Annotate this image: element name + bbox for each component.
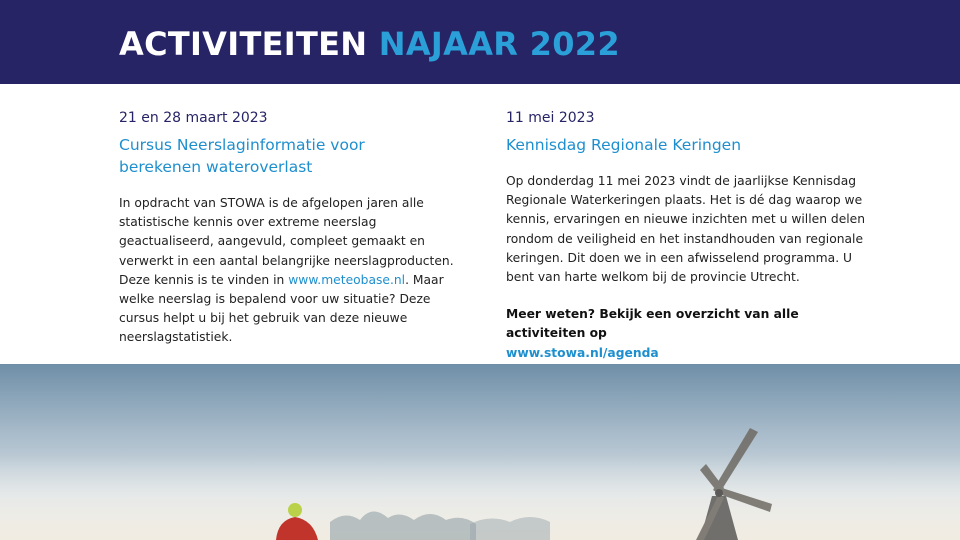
- event-description: Op donderdag 11 mei 2023 vindt de jaarlijkse Kennisdag Regionale Waterkeringen plaats. Het is dé dag waarop we kennis, ervaringen en nieuwe inzichten met u willen delen rondom de veiligheid en het instandhouden van regionale keringen. Dit doen we in een afwisselend programma. U bent van harte welkom bij de provincie Utrecht.: [506, 174, 866, 285]
- more-info-text: Meer weten? Bekijk een overzicht van alle activiteiten op: [506, 307, 799, 341]
- event-description-part1: In opdracht van STOWA is de afgelopen jaren alle statistische kennis over extreme neerslag geactualiseerd, aangevuld, compleet gemaakt en verwerkt in een aantal belangrijke neerslagproducten. Deze kennis is te vinden in: [119, 196, 454, 287]
- page-title: [119, 24, 620, 64]
- event-description-part2: . Maar welke neerslag is bepalend voor uw situatie? Deze cursus helpt u bij het gebruik van deze nieuwe neerslagstatistiek.: [119, 272, 444, 345]
- event-title: [119, 134, 469, 178]
- landscape-photo: [0, 364, 960, 540]
- event-description: [119, 194, 469, 348]
- event-date: 11 mei 2023: [506, 110, 595, 126]
- meteobase-link[interactable]: www.meteobase.nl: [288, 272, 406, 287]
- page-header: [0, 0, 960, 84]
- page-title-main: ACTIVITEITEN: [119, 25, 368, 63]
- page-title-accent: NAJAAR 2022: [378, 25, 620, 63]
- event-right: [506, 108, 866, 363]
- event-left: [119, 108, 469, 348]
- event-title-line2: berekenen wateroverlast: [119, 158, 313, 176]
- event-title-line1: Cursus Neerslaginformatie voor: [119, 136, 365, 154]
- event-title: Kennisdag Regionale Keringen: [506, 136, 742, 154]
- agenda-link[interactable]: www.stowa.nl/agenda: [506, 345, 659, 360]
- event-date: 21 en 28 maart 2023: [119, 110, 268, 126]
- landscape-illustration: [0, 364, 960, 540]
- more-info: [506, 305, 866, 363]
